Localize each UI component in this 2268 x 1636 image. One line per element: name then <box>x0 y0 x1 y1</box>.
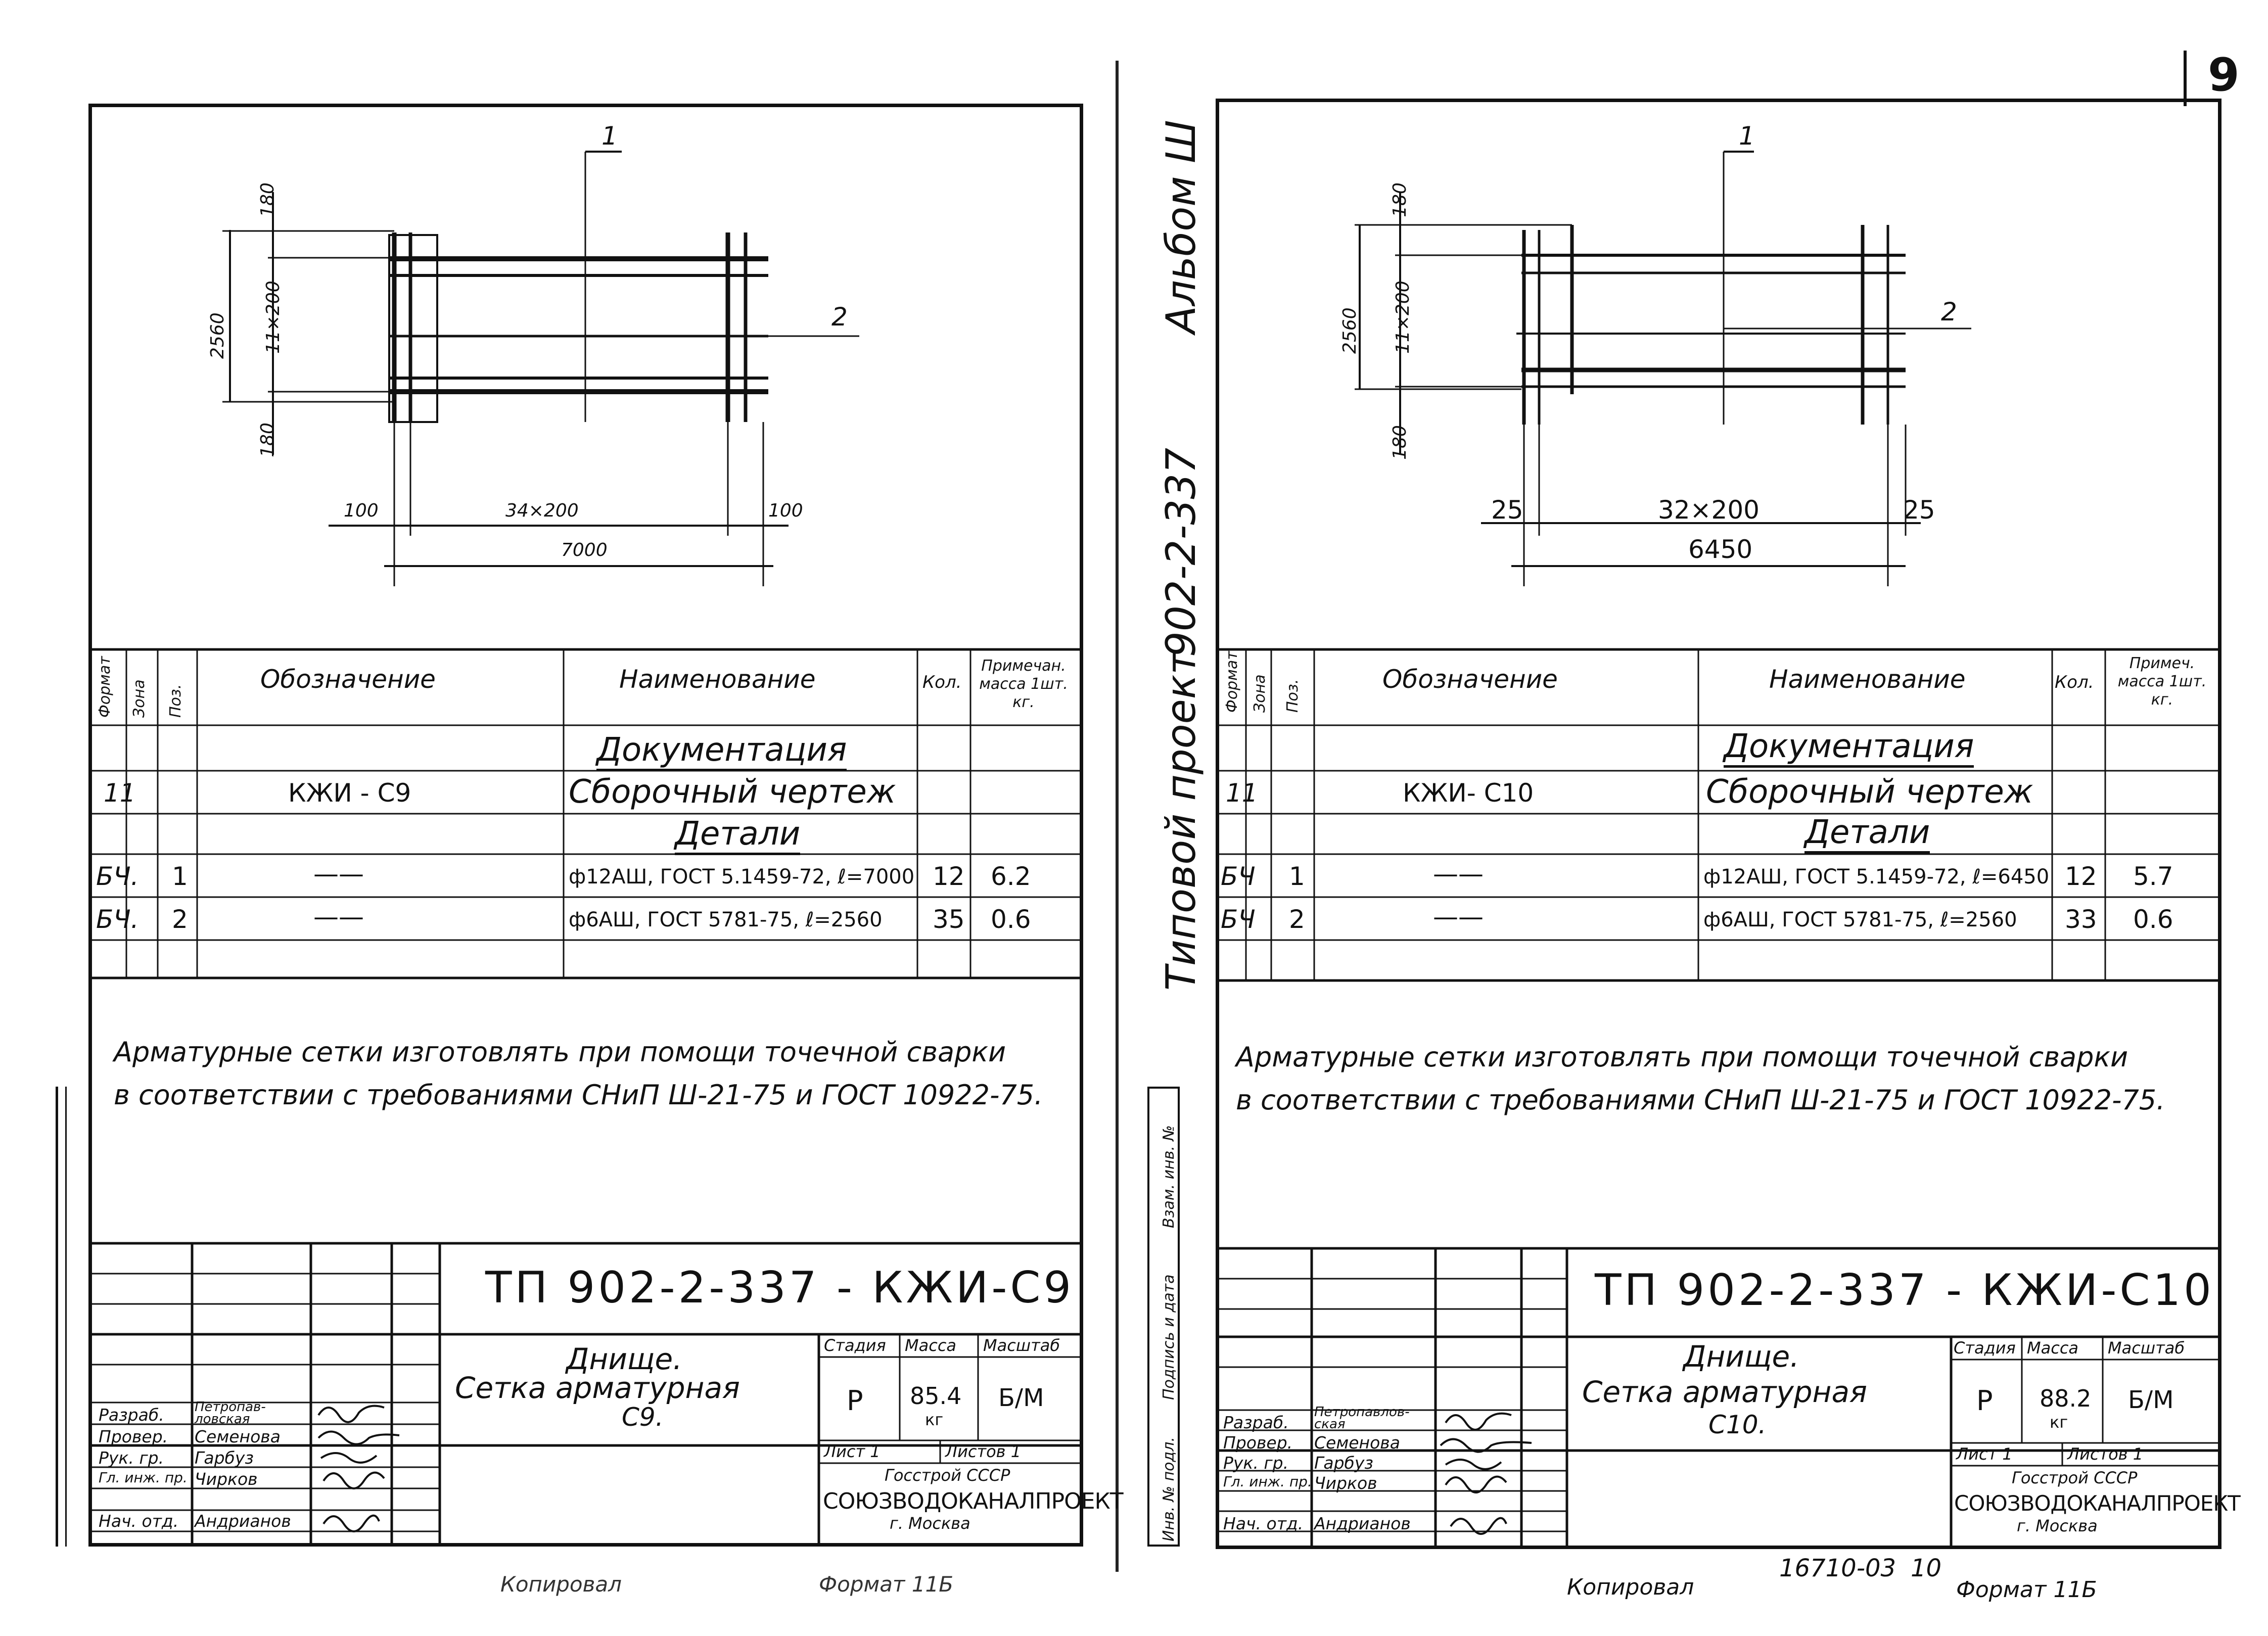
title-name-2: Сетка арматурная <box>455 1371 740 1405</box>
role-name: Петропав-ловская <box>195 1399 266 1427</box>
hdr-name: Наименование <box>1769 665 1966 694</box>
hdr-zone: Зона <box>1251 674 1269 713</box>
callout-1: 1 <box>1739 121 1755 151</box>
footer-copied: Копировал <box>500 1572 622 1597</box>
hdr-format: Формат <box>1223 651 1241 713</box>
dim-bottom: 180 <box>257 423 278 457</box>
sheet-no: Лист 1 <box>1956 1444 2013 1464</box>
role: Рук. гр. <box>1223 1453 1289 1473</box>
footer-sheet-no: 10 <box>1911 1554 1942 1582</box>
row-qty: 12 <box>933 862 965 891</box>
scale-header: Масштаб <box>2108 1338 2185 1358</box>
dim-span: 32×200 <box>1658 495 1760 525</box>
row-code: КЖИ - С9 <box>288 778 411 808</box>
row-qty: 35 <box>933 905 965 934</box>
row-code: —— <box>1433 902 1484 931</box>
stamp-inv-replace: Взам. инв. № <box>1160 1125 1178 1228</box>
row-name: ф6АШ, ГОСТ 5781-75, ℓ=2560 <box>1703 908 2017 931</box>
project-type: Типовой проект <box>1158 651 1205 991</box>
row-doc: Документация <box>1724 728 1974 768</box>
role: Гл. инж. пр. <box>1223 1473 1312 1490</box>
role: Нач. отд. <box>1223 1514 1304 1533</box>
row-name: Сборочный чертеж <box>569 773 896 811</box>
row-fmt: БЧ <box>1221 905 1256 934</box>
note-line: Арматурные сетки изготовлять при помощи точечной сварки <box>1236 1041 2128 1073</box>
role-name: Семенова <box>195 1427 281 1446</box>
title-name-1: Днище. <box>1683 1339 1799 1374</box>
row-fmt: 11 <box>1226 778 1258 808</box>
role: Провер. <box>1223 1433 1293 1453</box>
scale-value: Б/М <box>998 1384 1044 1412</box>
hdr-designation: Обозначение <box>1382 665 1558 694</box>
role: Гл. инж. пр. <box>99 1469 188 1486</box>
dim-right: 25 <box>1903 495 1935 525</box>
title-name-3: С10. <box>1708 1410 1767 1439</box>
dim-left: 25 <box>1491 495 1523 525</box>
role: Разраб. <box>1223 1413 1289 1432</box>
row-name: Сборочный чертеж <box>1706 773 2033 811</box>
org-1: Госстрой СССР <box>885 1466 1010 1485</box>
dim-total-w: 6450 <box>1688 535 1753 564</box>
project-code: 902-2-337 <box>1158 447 1205 657</box>
footer-format: Формат 11Б <box>1956 1577 2097 1603</box>
row-name: ф12АШ, ГОСТ 5.1459-72, ℓ=6450 <box>1703 865 2050 889</box>
dim-top: 180 <box>257 182 278 217</box>
role-name: Семенова <box>1314 1433 1400 1453</box>
org-2: СОЮЗВОДОКАНАЛПРОЕКТ <box>1954 1491 2240 1516</box>
dim-left: 100 <box>344 500 379 521</box>
hdr-note: Примеч. масса 1шт. кг. <box>2117 655 2207 709</box>
mass-value: 85.4 <box>910 1382 962 1410</box>
dim-right: 100 <box>768 500 803 521</box>
hdr-zone: Зона <box>130 679 148 718</box>
sheets-count: Листов 1 <box>945 1442 1022 1461</box>
stamp-sign-date: Подпись и дата <box>1160 1274 1178 1400</box>
row-doc: Документация <box>596 731 847 771</box>
hdr-qty: Кол. <box>2055 672 2094 692</box>
org-3: г. Москва <box>890 1514 970 1533</box>
row-note: 0.6 <box>2133 905 2173 934</box>
row-details: Детали <box>1804 814 1930 854</box>
stage-value: Р <box>1976 1385 1993 1417</box>
row-qty: 33 <box>2065 905 2097 934</box>
footer-order: 16710-03 <box>1779 1554 1896 1582</box>
row-note: 6.2 <box>991 862 1031 891</box>
row-code: —— <box>1433 859 1484 889</box>
footer-format: Формат 11Б <box>819 1572 954 1597</box>
title-name-3: С9. <box>622 1403 664 1432</box>
row-pos: 2 <box>172 905 188 934</box>
role: Нач. отд. <box>99 1511 179 1531</box>
stage-header: Стадия <box>1954 1338 2016 1358</box>
role-name: Чирков <box>195 1469 258 1489</box>
row-note: 5.7 <box>2133 862 2173 891</box>
row-code: —— <box>313 902 364 931</box>
row-fmt: БЧ. <box>96 862 139 891</box>
row-code: —— <box>313 859 364 889</box>
dim-bottom: 180 <box>1389 425 1410 460</box>
org-3: г. Москва <box>2017 1516 2098 1535</box>
hdr-qty: Кол. <box>922 672 962 692</box>
note-line: Арматурные сетки изготовлять при помощи точечной сварки <box>114 1036 1006 1068</box>
role: Разраб. <box>99 1405 164 1425</box>
org-2: СОЮЗВОДОКАНАЛПРОЕКТ <box>823 1488 1123 1514</box>
note-line: в соответствии с требованиями СНиП Ш-21-75 и ГОСТ 10922-75. <box>1236 1084 2165 1116</box>
dim-top: 180 <box>1389 182 1410 217</box>
role-name: Гарбуз <box>195 1448 254 1468</box>
dim-total-w: 7000 <box>561 540 608 560</box>
hdr-pos: Поз. <box>167 684 184 718</box>
mass-unit: кг <box>2050 1413 2068 1432</box>
role-name: Петропавлов-ская <box>1314 1405 1410 1432</box>
role-name: Андрианов <box>1314 1514 1411 1533</box>
row-name: ф12АШ, ГОСТ 5.1459-72, ℓ=7000 <box>569 865 915 889</box>
role-name: Андрианов <box>195 1511 291 1531</box>
row-pos: 1 <box>172 862 188 891</box>
role-name: Гарбуз <box>1314 1453 1373 1473</box>
row-name: ф6АШ, ГОСТ 5781-75, ℓ=2560 <box>569 908 883 931</box>
row-fmt: 11 <box>104 778 136 808</box>
footer-copied: Копировал <box>1567 1574 1694 1600</box>
stage-header: Стадия <box>824 1336 886 1355</box>
role: Провер. <box>99 1427 168 1446</box>
dim-mid: 11×200 <box>263 281 284 354</box>
row-fmt: БЧ <box>1221 862 1256 891</box>
org-1: Госстрой СССР <box>2012 1468 2138 1487</box>
dim-total-h: 2560 <box>1339 307 1360 354</box>
row-pos: 2 <box>1289 905 1305 934</box>
row-details: Детали <box>675 815 800 855</box>
dim-mid: 11×200 <box>1393 281 1413 354</box>
stage-value: Р <box>847 1385 863 1417</box>
callout-1: 1 <box>601 121 618 151</box>
doc-code: ТП 902-2-337 - КЖИ-С10 <box>1595 1265 2214 1316</box>
sheets-count: Листов 1 <box>2067 1444 2144 1464</box>
scale-value: Б/М <box>2128 1386 2174 1414</box>
hdr-note: Примечан. масса 1шт. кг. <box>979 657 1068 711</box>
role: Рук. гр. <box>99 1448 164 1468</box>
dim-total-h: 2560 <box>207 312 228 359</box>
scale-header: Масштаб <box>983 1336 1060 1355</box>
stamp-inv-orig: Инв. № подл. <box>1160 1437 1178 1541</box>
callout-2: 2 <box>831 302 848 332</box>
page-number: 9 <box>2208 49 2240 102</box>
album-label: Альбом Ш <box>1158 120 1205 334</box>
hdr-format: Формат <box>96 656 114 718</box>
note-line: в соответствии с требованиями СНиП Ш-21-75 и ГОСТ 10922-75. <box>114 1079 1043 1111</box>
hdr-name: Наименование <box>619 665 816 694</box>
row-fmt: БЧ. <box>96 905 139 934</box>
mass-header: Масса <box>2027 1338 2079 1358</box>
doc-code: ТП 902-2-337 - КЖИ-С9 <box>485 1263 1075 1313</box>
title-name-1: Днище. <box>566 1342 682 1376</box>
hdr-pos: Поз. <box>1284 679 1302 713</box>
title-name-2: Сетка арматурная <box>1582 1375 1867 1409</box>
row-pos: 1 <box>1289 862 1305 891</box>
role-name: Чирков <box>1314 1473 1377 1493</box>
mass-unit: кг <box>925 1410 944 1429</box>
row-code: КЖИ- С10 <box>1403 778 1534 808</box>
dim-span: 34×200 <box>505 500 579 521</box>
hdr-designation: Обозначение <box>260 665 436 694</box>
callout-2: 2 <box>1941 297 1957 326</box>
sheet-no: Лист 1 <box>824 1442 881 1461</box>
mass-value: 88.2 <box>2040 1385 2092 1412</box>
mass-header: Масса <box>905 1336 957 1355</box>
row-qty: 12 <box>2065 862 2097 891</box>
row-note: 0.6 <box>991 905 1031 934</box>
